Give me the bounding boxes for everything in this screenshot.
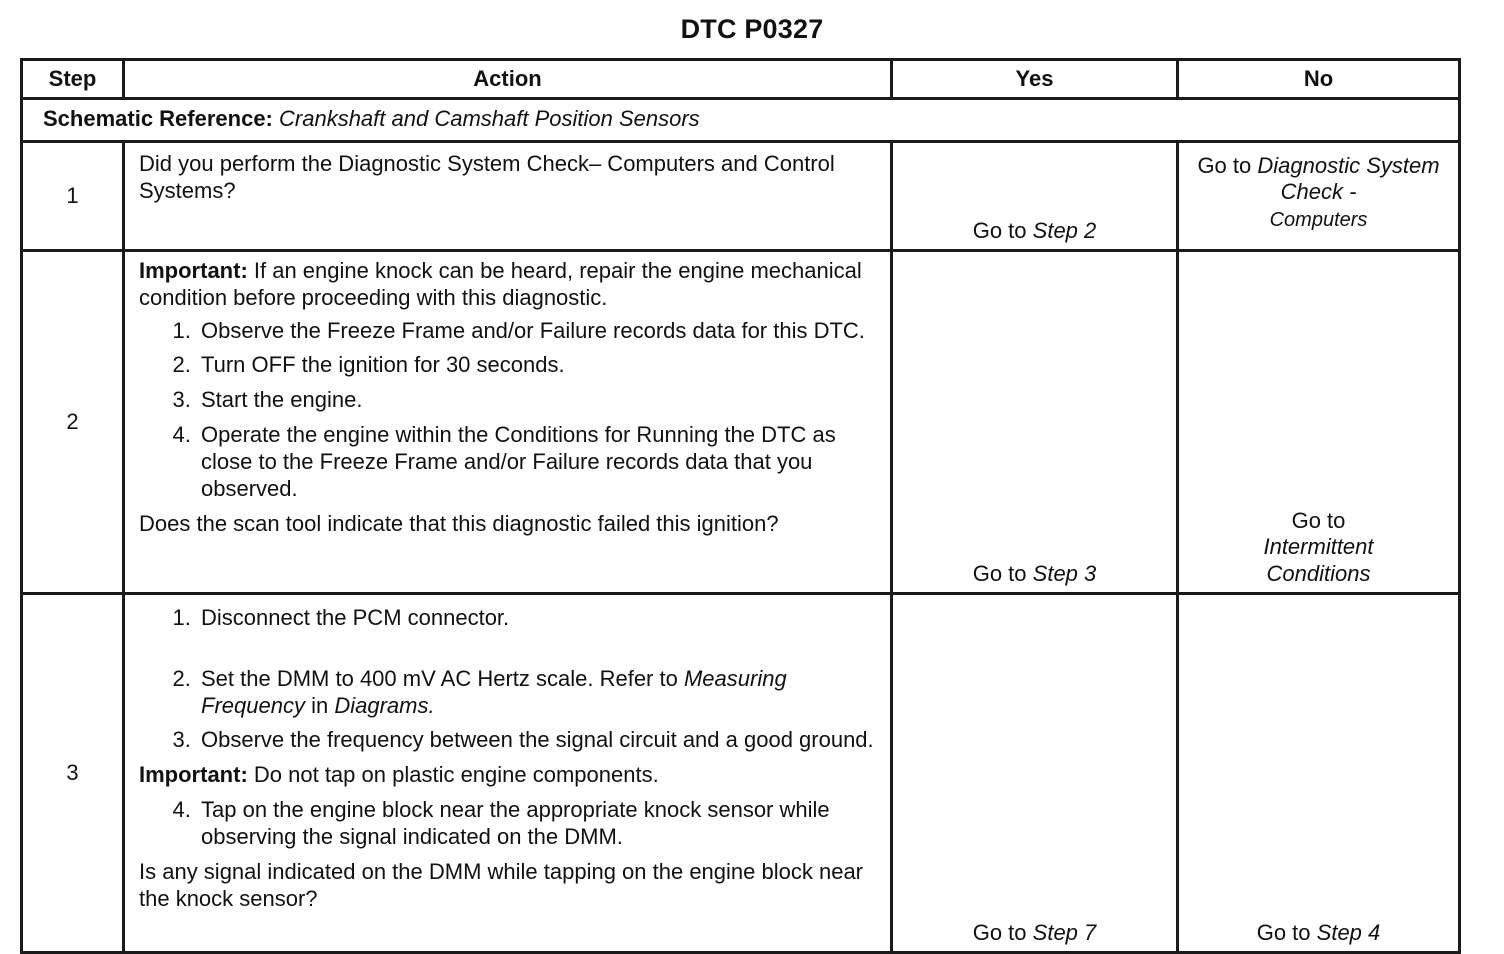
header-no: No — [1178, 60, 1460, 99]
diagnostic-check-link[interactable]: Diagnostic System Check - — [1257, 153, 1440, 205]
no-go-to[interactable] — [1179, 920, 1458, 947]
step-link[interactable]: Step 7 — [1032, 920, 1097, 946]
no-cell — [1178, 251, 1460, 594]
list-item: 3. Observe the frequency between the signal circuit and a good ground. — [197, 727, 876, 754]
no-go-to[interactable] — [1179, 143, 1458, 232]
item-text: in — [311, 692, 329, 718]
computers-link[interactable]: Computers — [1269, 208, 1368, 231]
schematic-row — [22, 99, 1460, 142]
measuring-frequency-link[interactable]: Measuring Frequency — [201, 665, 787, 718]
no-go-to[interactable] — [1179, 508, 1458, 588]
yes-cell — [892, 251, 1178, 594]
procedure-list — [139, 605, 876, 754]
no-cell — [1178, 142, 1460, 251]
list-item: 4. Tap on the engine block near the appropriate knock sensor while observing the signal indicated on the DMM. — [197, 797, 876, 851]
yes-cell — [892, 594, 1178, 953]
step-number: 1 — [22, 142, 124, 251]
important-label: Important: — [139, 258, 248, 283]
yes-go-to[interactable] — [893, 561, 1176, 588]
important-note — [139, 258, 876, 312]
yes-cell — [892, 142, 1178, 251]
go-to-label: Go to — [1256, 920, 1311, 946]
procedure-list — [139, 318, 876, 503]
header-yes: Yes — [892, 60, 1178, 99]
table-row — [22, 594, 1460, 953]
item-text: Set the DMM to 400 mV AC Hertz scale. Refer to — [201, 665, 678, 691]
schematic-label: Schematic Reference: — [43, 106, 273, 131]
header-step: Step — [22, 60, 124, 99]
procedure-list — [139, 797, 876, 851]
list-item: 2. Turn OFF the ignition for 30 seconds. — [197, 352, 876, 379]
list-item: 1. Disconnect the PCM connector. — [197, 605, 876, 632]
document-title: DTC P0327 — [680, 14, 824, 44]
step-link[interactable]: Step 3 — [1032, 561, 1097, 587]
schematic-link[interactable]: Crankshaft and Camshaft Position Sensors — [279, 106, 700, 131]
yes-go-to[interactable] — [893, 920, 1176, 947]
step-number: 3 — [22, 594, 124, 953]
go-to-label: Go to — [1291, 507, 1346, 533]
table-row — [22, 142, 1460, 251]
list-item: 3. Start the engine. — [197, 387, 876, 414]
important-text: If an engine knock can be heard, repair the engine mechanical condition before proceeding with this diagnostic. — [139, 258, 862, 310]
diagrams-link[interactable]: Diagrams. — [334, 692, 435, 718]
action-cell — [124, 142, 892, 251]
important-text: Do not tap on plastic engine components. — [253, 762, 659, 788]
yes-go-to[interactable] — [893, 218, 1176, 245]
list-item: 4. Operate the engine within the Conditions for Running the DTC as close to the Freeze Frame and/or Failure records data that you observed. — [197, 422, 876, 502]
question-text: Does the scan tool indicate that this diagnostic failed this ignition? — [139, 510, 779, 536]
list-item — [197, 666, 876, 720]
important-note — [139, 762, 876, 789]
go-to-label: Go to — [1197, 153, 1252, 178]
action-cell — [124, 594, 892, 953]
go-to-label: Go to — [972, 920, 1027, 946]
schematic-reference — [22, 99, 1460, 142]
go-to-label: Go to — [972, 561, 1027, 587]
step-number: 2 — [22, 251, 124, 594]
action-cell — [124, 251, 892, 594]
question-text: Is any signal indicated on the DMM while tapping on the engine block near the knock sensor? — [139, 858, 864, 911]
go-to-label: Go to — [972, 218, 1027, 244]
header-action: Action — [124, 60, 892, 99]
important-label: Important: — [139, 762, 248, 788]
table-row — [22, 251, 1460, 594]
step-link[interactable]: Step 2 — [1032, 218, 1097, 244]
intermittent-conditions-link[interactable]: Intermittent Conditions — [1263, 534, 1374, 587]
diagnostic-table — [20, 58, 1461, 954]
header-row — [22, 60, 1460, 99]
list-item: 1. Observe the Freeze Frame and/or Failure records data for this DTC. — [197, 318, 876, 345]
question-text: Did you perform the Diagnostic System Check– Computers and Control Systems? — [139, 151, 835, 203]
no-cell — [1178, 594, 1460, 953]
step-link[interactable]: Step 4 — [1316, 920, 1381, 946]
